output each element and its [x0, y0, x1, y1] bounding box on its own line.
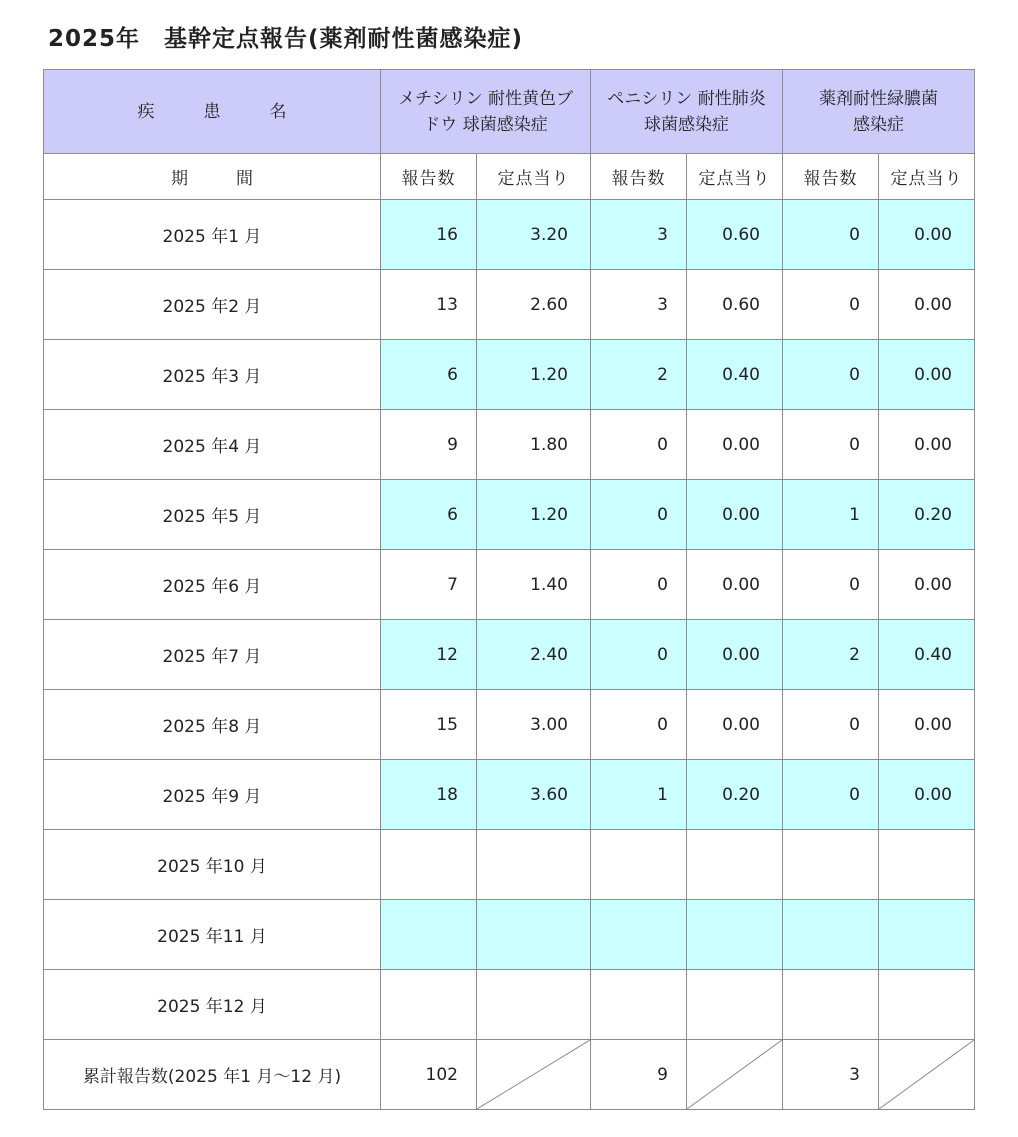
prsp-reports-cell: 0	[591, 410, 687, 480]
mdrp-reports-cell: 0	[783, 270, 879, 340]
period-cell: 2025 年12 月	[44, 970, 381, 1040]
prsp-rate-cell	[687, 900, 783, 970]
mrsa-reports-cell: 6	[381, 340, 477, 410]
prsp-rate-cell: 0.40	[687, 340, 783, 410]
prsp-reports-cell: 2	[591, 340, 687, 410]
mrsa-rate-cell: 3.00	[477, 690, 591, 760]
mdrp-rate-cell: 0.00	[879, 200, 975, 270]
table-row	[44, 760, 975, 830]
period-cell: 2025 年9 月	[44, 760, 381, 830]
period-cell: 2025 年5 月	[44, 480, 381, 550]
mrsa-rate-cell	[477, 970, 591, 1040]
mrsa-rate-cell: 1.40	[477, 550, 591, 620]
table-row	[44, 690, 975, 760]
mrsa-reports-cell	[381, 830, 477, 900]
mdrp-reports-cell	[783, 970, 879, 1040]
diagonal-slash	[687, 1040, 782, 1109]
mdrp-reports-cell: 0	[783, 340, 879, 410]
disease-name-line: 薬剤耐性緑膿菌	[819, 88, 938, 109]
mrsa-reports-cell: 7	[381, 550, 477, 620]
mrsa-total-cell: 102	[381, 1040, 477, 1110]
mdrp-rate-cell	[879, 970, 975, 1040]
mrsa-reports-cell: 18	[381, 760, 477, 830]
period-cell: 2025 年10 月	[44, 830, 381, 900]
mdrp-rate-cell: 0.00	[879, 690, 975, 760]
prsp-rate-cell: 0.60	[687, 200, 783, 270]
mrsa-reports-cell: 16	[381, 200, 477, 270]
mrsa-rate-cell	[477, 830, 591, 900]
mrsa-reports-cell: 9	[381, 410, 477, 480]
total-label: 累計報告数(2025 年1 月～12 月)	[44, 1040, 381, 1110]
mrsa-rate-cell: 2.60	[477, 270, 591, 340]
prsp-rate-cell	[687, 970, 783, 1040]
prsp-reports-cell: 1	[591, 760, 687, 830]
prsp-reports-cell: 0	[591, 480, 687, 550]
mrsa-rate-cell: 1.20	[477, 480, 591, 550]
mdrp-reports-cell: 0	[783, 760, 879, 830]
disease-name-header: 疾 患 名	[44, 70, 381, 154]
prsp-reports-cell: 0	[591, 550, 687, 620]
period-cell: 2025 年2 月	[44, 270, 381, 340]
mdrp-reports-cell: 0	[783, 200, 879, 270]
mdrp-reports-cell	[783, 900, 879, 970]
period-cell: 2025 年7 月	[44, 620, 381, 690]
period-cell: 2025 年1 月	[44, 200, 381, 270]
mrsa-rate-cell: 1.20	[477, 340, 591, 410]
prsp-reports-cell: 3	[591, 200, 687, 270]
rate-header: 定点当り	[879, 154, 975, 200]
mrsa-reports-cell: 12	[381, 620, 477, 690]
mrsa-rate-cell: 2.40	[477, 620, 591, 690]
mdrp-reports-cell	[783, 830, 879, 900]
disease-name-line: ペニシリン 耐性肺炎	[607, 88, 766, 109]
disease-header-mrsa	[381, 70, 591, 154]
mdrp-reports-cell: 0	[783, 550, 879, 620]
report-table	[43, 69, 975, 1110]
prsp-rate-cell: 0.00	[687, 480, 783, 550]
rate-header: 定点当り	[477, 154, 591, 200]
mdrp-rate-cell: 0.20	[879, 480, 975, 550]
period-cell: 2025 年6 月	[44, 550, 381, 620]
mdrp-rate-cell: 0.40	[879, 620, 975, 690]
disease-name-line: ドウ 球菌感染症	[423, 114, 548, 135]
disease-name-line: メチシリン 耐性黄色ブ	[397, 88, 574, 109]
table-row	[44, 550, 975, 620]
prsp-reports-cell	[591, 830, 687, 900]
mdrp-rate-cell: 0.00	[879, 550, 975, 620]
prsp-rate-cell	[687, 830, 783, 900]
period-cell: 2025 年4 月	[44, 410, 381, 480]
mrsa-reports-cell: 15	[381, 690, 477, 760]
mrsa-total-rate-void	[477, 1040, 591, 1110]
mdrp-rate-cell: 0.00	[879, 270, 975, 340]
mdrp-rate-cell	[879, 900, 975, 970]
prsp-rate-cell: 0.20	[687, 760, 783, 830]
period-cell: 2025 年8 月	[44, 690, 381, 760]
prsp-rate-cell: 0.00	[687, 410, 783, 480]
prsp-reports-cell: 0	[591, 620, 687, 690]
mdrp-reports-cell: 0	[783, 690, 879, 760]
mrsa-reports-cell	[381, 970, 477, 1040]
mrsa-rate-cell: 3.20	[477, 200, 591, 270]
table-row	[44, 620, 975, 690]
prsp-rate-cell: 0.00	[687, 690, 783, 760]
period-header-char: 間	[236, 169, 253, 189]
prsp-rate-cell: 0.00	[687, 620, 783, 690]
page-title: 2025年 基幹定点報告(薬剤耐性菌感染症)	[48, 26, 524, 52]
prsp-total-cell: 9	[591, 1040, 687, 1110]
prsp-reports-cell: 3	[591, 270, 687, 340]
disease-header-prsp	[591, 70, 783, 154]
total-row	[44, 1040, 975, 1110]
disease-name-line: 球菌感染症	[644, 114, 729, 135]
diagonal-slash	[879, 1040, 974, 1109]
table-row	[44, 970, 975, 1040]
prsp-reports-cell	[591, 900, 687, 970]
sub-header-row	[44, 154, 975, 200]
table-row	[44, 270, 975, 340]
period-cell: 2025 年11 月	[44, 900, 381, 970]
table-row	[44, 900, 975, 970]
disease-header-mdrp	[783, 70, 975, 154]
mdrp-rate-cell	[879, 830, 975, 900]
mdrp-rate-cell: 0.00	[879, 760, 975, 830]
mdrp-reports-cell: 2	[783, 620, 879, 690]
mdrp-rate-cell: 0.00	[879, 410, 975, 480]
prsp-reports-cell: 0	[591, 690, 687, 760]
mdrp-rate-cell: 0.00	[879, 340, 975, 410]
mrsa-reports-cell: 13	[381, 270, 477, 340]
reports-header: 報告数	[783, 154, 879, 200]
prsp-rate-cell: 0.60	[687, 270, 783, 340]
disease-name-line: 感染症	[853, 114, 904, 135]
mrsa-reports-cell	[381, 900, 477, 970]
prsp-reports-cell	[591, 970, 687, 1040]
mrsa-reports-cell: 6	[381, 480, 477, 550]
mrsa-rate-cell: 1.80	[477, 410, 591, 480]
table-row	[44, 340, 975, 410]
table-row	[44, 410, 975, 480]
prsp-total-rate-void	[687, 1040, 783, 1110]
mdrp-total-cell: 3	[783, 1040, 879, 1110]
mrsa-rate-cell: 3.60	[477, 760, 591, 830]
reports-header: 報告数	[381, 154, 477, 200]
disease-header-row	[44, 70, 975, 154]
prsp-rate-cell: 0.00	[687, 550, 783, 620]
table-row	[44, 830, 975, 900]
rate-header: 定点当り	[687, 154, 783, 200]
table-row	[44, 480, 975, 550]
reports-header: 報告数	[591, 154, 687, 200]
table-row	[44, 200, 975, 270]
mdrp-total-rate-void	[879, 1040, 975, 1110]
mdrp-reports-cell: 1	[783, 480, 879, 550]
period-header	[44, 154, 381, 200]
diagonal-slash	[477, 1040, 590, 1109]
period-cell: 2025 年3 月	[44, 340, 381, 410]
period-header-char: 期	[171, 169, 188, 189]
mrsa-rate-cell	[477, 900, 591, 970]
mdrp-reports-cell: 0	[783, 410, 879, 480]
